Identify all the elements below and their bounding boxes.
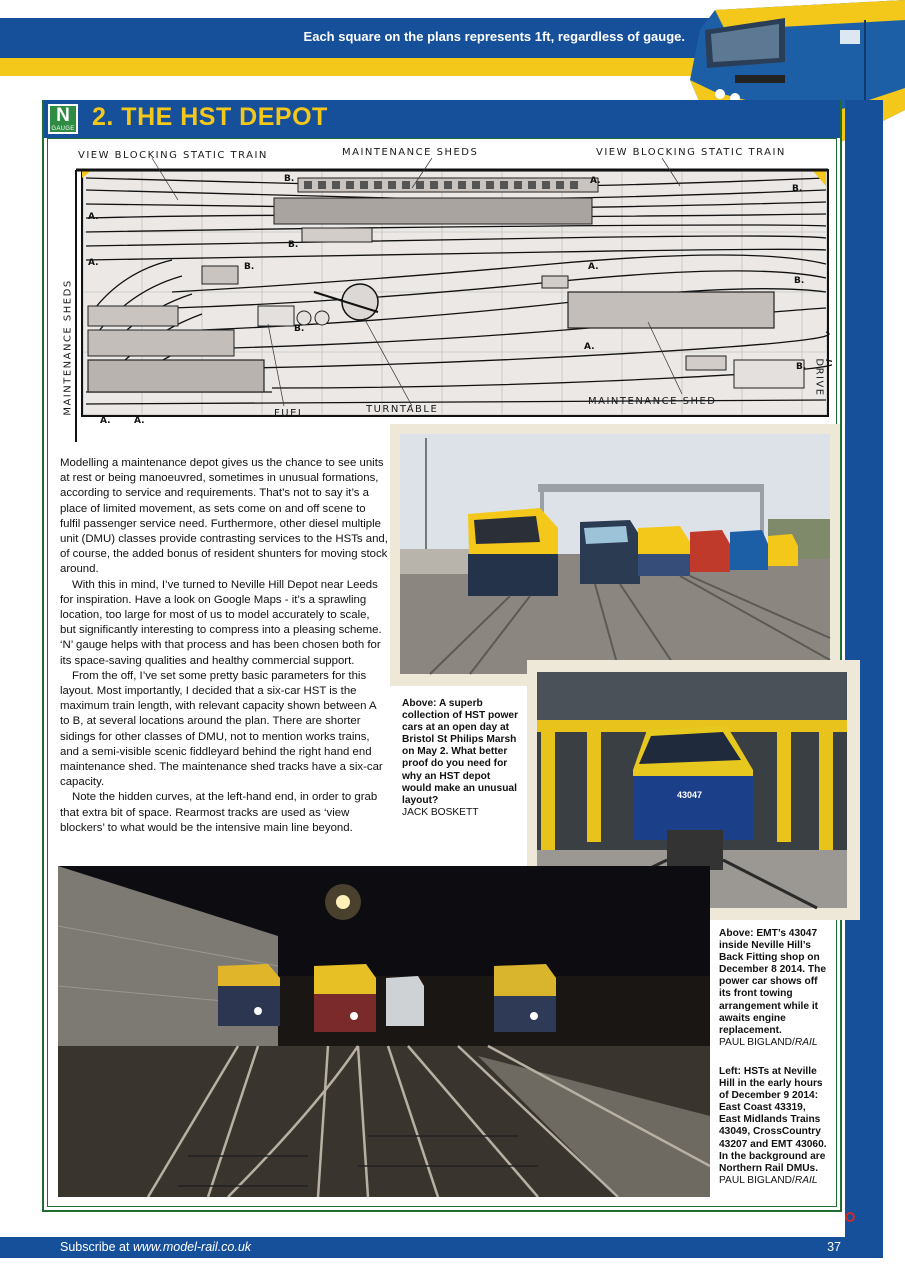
plan-label-drive: DRIVE [813, 358, 825, 397]
caption-text: Above: EMT’s 43047 inside Neville Hill’s Back Fitting shop on December 8 2014. The power car shows off its front towing arrangement while it awaits engine replacement. [719, 928, 827, 1036]
badge-letter: N [56, 105, 70, 126]
article-paragraph: Modelling a maintenance depot gives us the chance to see units at rest or being manoeuvred, sometimes in unusual formations, according to service and requirements. That’s not to say it’s a place of limited movement, as sets come on and off scene to fulfil passenger service need. Furthermore, other diesel multiple unit (DMU) classes provide contrasting services to the HSTs and, of course, the added bonus of resident shunters for moving stock around. [60, 457, 388, 576]
plan-marker-a: A. [88, 258, 99, 268]
footer-subscribe-text: Subscribe at [60, 1240, 133, 1254]
article-paragraph: Note the hidden curves, at the left-hand end, in order to grab that extra bit of space. Rearmost tracks are used as ‘view blockers’ to what would be the intensive main line beyond. [60, 791, 378, 834]
caption-text: Above: A superb collection of HST power cars at an open day at Bristol St Philips Marsh on May 2. What better proof do you need for why an HST depot would make an unusual layout? [402, 698, 519, 806]
plan-label-turntable: TURNTABLE [366, 404, 439, 415]
plan-marker-a: A. [134, 416, 145, 426]
plan-marker-a: A. [588, 262, 599, 272]
plan-marker-a: A. [584, 342, 595, 352]
plan-marker-a: A. [88, 212, 99, 222]
end-of-article-icon [845, 1212, 855, 1222]
caption-emt [719, 928, 829, 1049]
plan-marker-b: B. [288, 240, 299, 250]
footer-subscribe [60, 1240, 251, 1254]
caption-credit-publication: RAIL [794, 1036, 818, 1048]
photo-neville-hill-night [58, 866, 710, 1197]
badge-word: GAUGE [51, 126, 75, 132]
plan-label-fuel: FUEL [274, 408, 305, 419]
scale-note: Each square on the plans represents 1ft, regardless of gauge. [303, 29, 685, 44]
photo-bristol-open-day [390, 424, 840, 686]
caption-credit-name: PAUL BIGLAND/ [719, 1174, 795, 1186]
plan-label-maint-sheds: MAINTENANCE SHEDS [342, 147, 479, 158]
track-plan [52, 142, 832, 442]
plan-label-view-right: VIEW BLOCKING STATIC TRAIN [596, 147, 786, 158]
caption-credit-publication: RAIL [794, 1174, 818, 1186]
plan-marker-b: B. [244, 262, 255, 272]
plan-marker-b: B. [794, 276, 805, 286]
plan-marker-a: A. [100, 416, 111, 426]
loco-number-label: 43047 [677, 790, 703, 800]
plan-marker-b: B. [796, 362, 807, 372]
page-footer [0, 1237, 883, 1258]
article-paragraph: From the off, I’ve set some pretty basic parameters for this layout. Most importantly, I decided that a six-car HST is the maximum train length, with relevant capacity shown between A to B, at several locations around the plan. There are shorter sidings for other classes of DMU, not to mention works trains, and a semi-visible scenic fiddleyard behind the right hand end maintenance shed. The maintenance shed tracks have a six-car capacity. [60, 669, 383, 789]
plan-label-view-left: VIEW BLOCKING STATIC TRAIN [78, 150, 268, 161]
article-paragraph: With this in mind, I’ve turned to Neville Hill Depot near Leeds for inspiration. Have a look on Google Maps - it’s a sprawling location, too large for most of us to model accurately to scale, but significantly interesting to compress into a pleasing scheme. ‘N’ gauge helps with that process and has been chosen both for its space-saving qualities and healthy commercial support. [60, 578, 382, 667]
caption-text: Left: HSTs at Neville Hill in the early hours of December 9 2014: East Coast 43319, East Midlands Trains 43049, CrossCountry 43207 and EMT 43060. In the background are Northern Rail DMUs. [719, 1066, 827, 1174]
plan-marker-a: A. [590, 176, 601, 186]
section-title: 2. THE HST DEPOT [92, 103, 328, 131]
plan-marker-b: B. [284, 174, 295, 184]
footer-url-link[interactable]: www.model-rail.co.uk [132, 1240, 252, 1254]
caption-bristol [402, 698, 522, 819]
n-gauge-badge [48, 104, 78, 134]
plan-marker-b: B. [294, 324, 305, 334]
plan-label-maint-side: MAINTENANCE SHEDS [62, 279, 74, 416]
caption-credit: JACK BOSKETT [402, 806, 479, 818]
caption-neville-hill [719, 1066, 829, 1187]
caption-credit-name: PAUL BIGLAND/ [719, 1036, 795, 1048]
article-body [60, 456, 388, 836]
plan-marker-b: B. [792, 184, 803, 194]
page-number: 37 [827, 1240, 841, 1254]
plan-label-maint-shed: MAINTENANCE SHED [588, 396, 717, 407]
